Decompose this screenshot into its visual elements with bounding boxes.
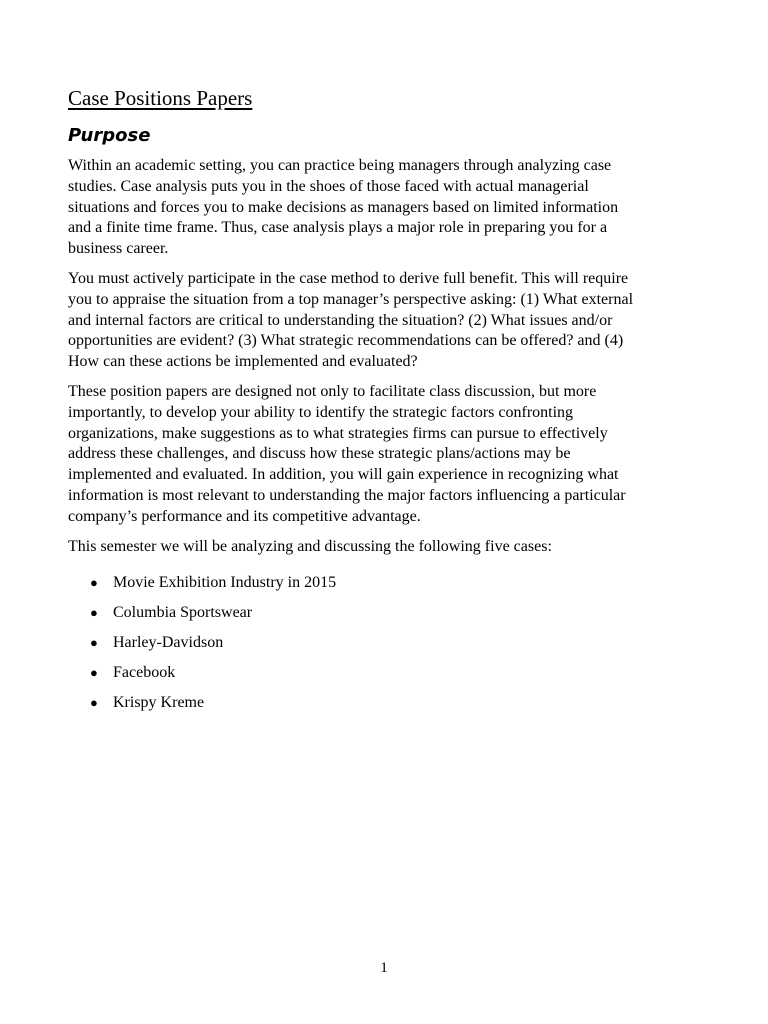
bullet-icon: ● xyxy=(90,575,98,591)
paragraph-intro xyxy=(68,156,698,260)
paragraph-line: and internal factors are critical to understanding the situation? (2) What issues and/or xyxy=(68,311,613,329)
paragraph-participation xyxy=(68,269,698,373)
paragraph-line: organizations, make suggestions as to what strategies firms can pursue to effectively xyxy=(68,424,608,442)
paragraph-line: information is most relevant to understanding the major factors influencing a particular xyxy=(68,486,626,504)
paragraph-line: company’s performance and its competitive advantage. xyxy=(68,507,421,525)
list-item-label: Krispy Kreme xyxy=(113,693,205,711)
list-item xyxy=(68,633,698,653)
paragraph-line: you to appraise the situation from a top manager’s perspective asking: (1) What external xyxy=(68,290,634,308)
paragraph-line: This semester we will be analyzing and discussing the following five cases: xyxy=(68,537,552,555)
document-page xyxy=(68,84,698,722)
bullet-icon: ● xyxy=(90,694,98,710)
list-item-label: Harley-Davidson xyxy=(113,633,224,651)
case-list xyxy=(68,573,698,712)
page-number: 1 xyxy=(380,960,388,976)
bullet-icon: ● xyxy=(90,664,98,680)
paragraph-line: These position papers are designed not only to facilitate class discussion, but more xyxy=(68,382,597,400)
list-item-label: Facebook xyxy=(113,663,176,681)
list-item xyxy=(68,603,698,623)
bullet-icon: ● xyxy=(90,634,98,650)
paragraph-line: business career. xyxy=(68,240,169,258)
paragraph-line: situations and forces you to make decisions as managers based on limited information xyxy=(68,198,619,216)
list-item-label: Columbia Sportswear xyxy=(113,604,253,622)
section-heading-purpose: Purpose xyxy=(68,125,151,146)
paragraph-position-papers xyxy=(68,382,698,528)
list-item-label: Movie Exhibition Industry in 2015 xyxy=(113,574,337,592)
document-title: Case Positions Papers xyxy=(68,86,253,110)
paragraph-line: studies. Case analysis puts you in the shoes of those faced with actual managerial xyxy=(68,177,589,195)
paragraph-line: Within an academic setting, you can practice being managers through analyzing case xyxy=(68,157,612,174)
bullet-icon: ● xyxy=(90,605,98,621)
paragraph-semester xyxy=(68,537,698,558)
paragraph-line: and a finite time frame. Thus, case analysis plays a major role in preparing you for a xyxy=(68,219,608,237)
list-item xyxy=(68,573,698,593)
paragraph-line: You must actively participate in the case method to derive full benefit. This will require xyxy=(68,269,629,287)
list-item xyxy=(68,693,698,713)
paragraph-line: address these challenges, and discuss how these strategic plans/actions may be xyxy=(68,445,571,463)
paragraph-line: opportunities are evident? (3) What strategic recommendations can be offered? and (4) xyxy=(68,332,624,350)
paragraph-line: implemented and evaluated. In addition, you will gain experience in recognizing what xyxy=(68,466,619,484)
paragraph-line: importantly, to develop your ability to identify the strategic factors confronting xyxy=(68,403,574,421)
paragraph-line: How can these actions be implemented and evaluated? xyxy=(68,353,418,371)
list-item xyxy=(68,663,698,683)
